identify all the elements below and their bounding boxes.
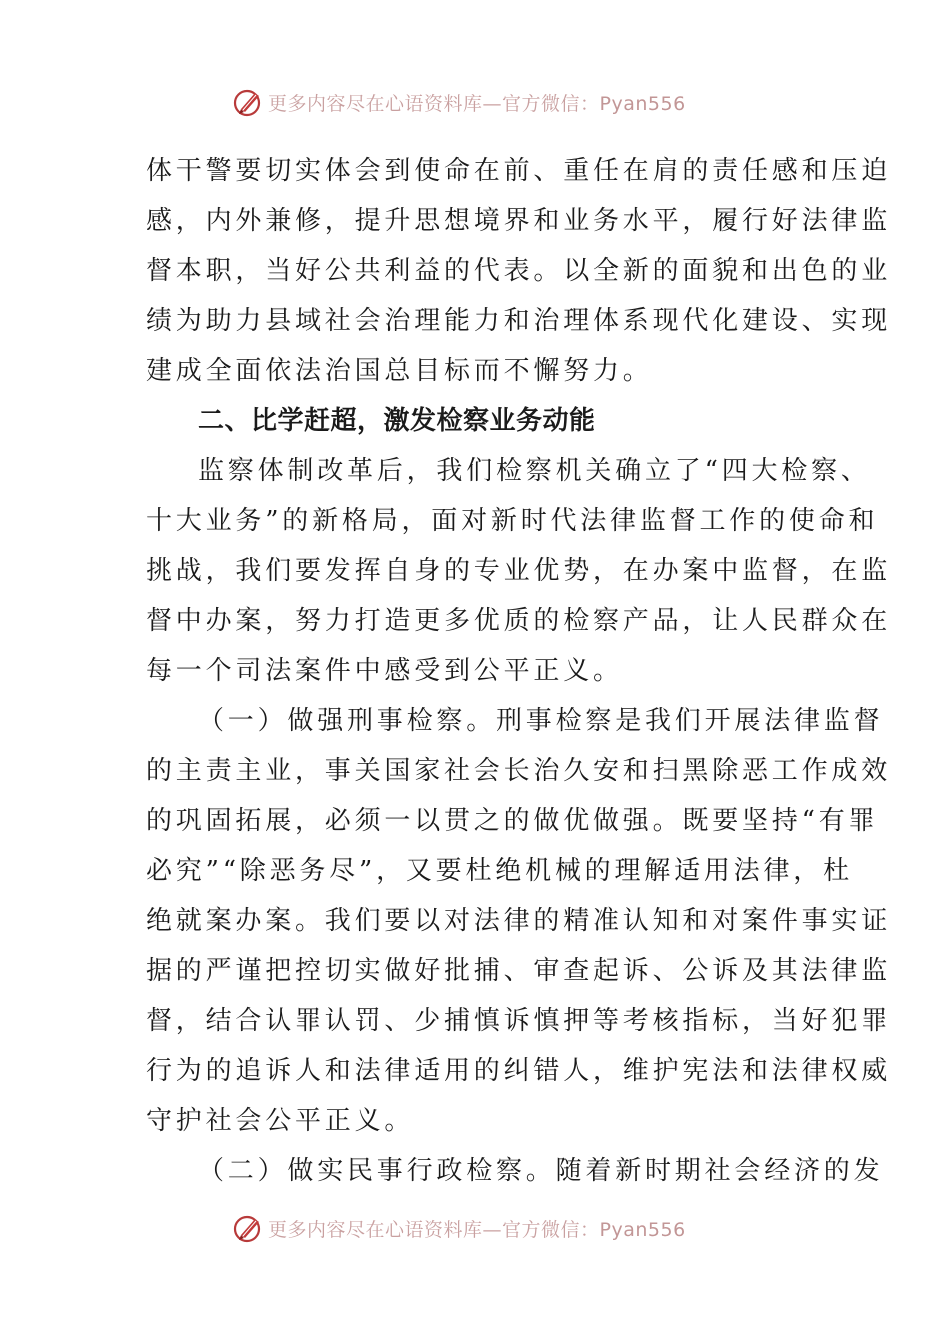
watermark-footer — [232, 1208, 686, 1248]
paragraph-line: 督，结合认罪认罚、少捕慎诉慎押等考核指标，当好犯罪 — [146, 1006, 892, 1036]
paragraph-line: （二）做实民事行政检察。随着新时期社会经济的发 — [198, 1156, 884, 1186]
paragraph-line: 体干警要切实体会到使命在前、重任在肩的责任感和压迫 — [146, 156, 892, 186]
paragraph-line: 感，内外兼修，提升思想境界和业务水平，履行好法律监 — [146, 206, 892, 236]
paragraph-line: 挑战，我们要发挥自身的专业优势，在办案中监督，在监 — [146, 556, 892, 586]
paragraph-line: 绩为助力县域社会治理能力和治理体系现代化建设、实现 — [146, 306, 892, 336]
paragraph-line: 据的严谨把控切实做好批捕、审查起诉、公诉及其法律监 — [146, 956, 892, 986]
paragraph-line: 督中办案，努力打造更多优质的检察产品，让人民群众在 — [146, 606, 892, 636]
watermark-wechat-id: Pyan556 — [599, 92, 686, 115]
paragraph-line: 督本职，当好公共利益的代表。以全新的面貌和出色的业 — [146, 256, 892, 286]
paragraph-line: 建成全面依法治国总目标而不懈努力。 — [146, 356, 653, 386]
watermark-header — [232, 82, 686, 122]
paragraph-line: 监察体制改革后，我们检察机关确立了“四大检察、 — [198, 456, 871, 486]
paragraph-line: 守护社会公平正义。 — [146, 1106, 415, 1136]
watermark-text: 更多内容尽在心语资料库—官方微信： — [268, 1218, 600, 1241]
paragraph-line: 十大业务”的新格局，面对新时代法律监督工作的使命和 — [146, 506, 879, 536]
paragraph-line: 的巩固拓展，必须一以贯之的做优做强。既要坚持“有罪 — [146, 806, 879, 836]
paragraph-line: （一）做强刑事检察。刑事检察是我们开展法律监督 — [198, 706, 884, 736]
document-body — [146, 146, 892, 1196]
watermark-text: 更多内容尽在心语资料库—官方微信： — [268, 92, 600, 115]
pen-nib-circle-icon — [232, 1211, 266, 1245]
watermark-wechat-id: Pyan556 — [599, 1218, 686, 1241]
pen-nib-circle-icon — [232, 85, 266, 119]
paragraph-line: 绝就案办案。我们要以对法律的精准认知和对案件事实证 — [146, 906, 892, 936]
section-heading: 二、比学赶超，激发检察业务动能 — [198, 406, 596, 436]
paragraph-line: 每一个司法案件中感受到公平正义。 — [146, 656, 623, 686]
paragraph-line: 行为的追诉人和法律适用的纠错人，维护宪法和法律权威 — [146, 1056, 892, 1086]
paragraph-line: 的主责主业，事关国家社会长治久安和扫黑除恶工作成效 — [146, 756, 892, 786]
paragraph-line: 必究”“除恶务尽”，又要杜绝机械的理解适用法律，杜 — [146, 856, 853, 886]
